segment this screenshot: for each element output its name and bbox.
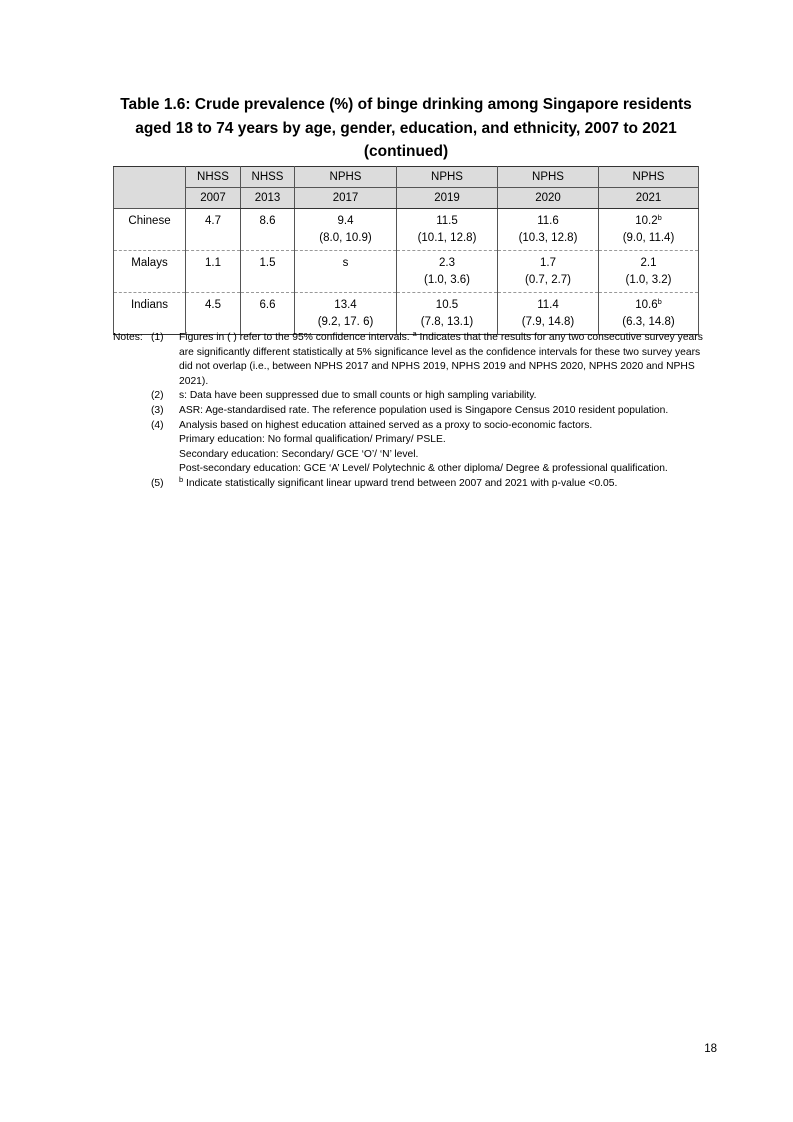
cell-value: 11.4 [537,299,559,311]
note-text-part: Figures in ( ) refer to the 95% confidence intervals. [179,332,413,343]
cell-value: 4.7 [186,209,241,251]
cell-value: 2.3 [439,257,455,269]
cell-value: 9.4 [337,215,354,227]
note-number: (5) [151,477,164,489]
note-number: (3) [151,404,164,416]
note-5 [113,477,703,492]
cell-value: 4.5 [186,293,241,335]
cell-value: 1.7 [540,257,556,269]
note-text [179,419,703,477]
survey-header: NHSS [186,167,241,188]
cell [295,293,397,335]
survey-header: NPHS [498,167,599,188]
cell-value: 2.1 [640,257,657,269]
year-header-row [114,188,699,209]
table-notes [113,331,703,492]
survey-header-row [114,167,699,188]
title-line-2: aged 18 to 74 years by age, gender, education, and ethnicity, 2007 to 2021 [135,119,677,137]
cell-value: 6.6 [241,293,295,335]
cell-value: 11.5 [436,215,458,227]
notes-label: Notes: [113,332,143,343]
confidence-interval: (9.2, 17. 6) [317,316,374,328]
confidence-interval: (10.3, 12.8) [518,232,578,244]
cell [599,251,699,293]
cell-value: 1.1 [186,251,241,293]
trend-superscript: b [657,297,662,306]
cell-value: 1.5 [241,251,295,293]
survey-header: NPHS [599,167,699,188]
table-title [100,93,712,164]
row-label: Indians [114,293,186,335]
note-text-part: Indicate statistically significant linear upward trend between 2007 and 2021 with p-value <0.05. [183,477,618,489]
cell [397,209,498,251]
confidence-interval: (10.1, 12.8) [417,232,477,244]
cell [498,293,599,335]
note-number: (1) [151,332,164,343]
note-text-line: Post-secondary education: GCE ‘A’ Level/ Polytechnic & other diploma/ Degree & professional qualification. [179,463,668,475]
cell [498,251,599,293]
cell-value: 11.6 [537,215,559,227]
cell-value: 13.4 [334,299,357,311]
cell-value: 8.6 [241,209,295,251]
row-label: Malays [114,251,186,293]
confidence-interval: (9.0, 11.4) [622,232,675,244]
year-header: 2013 [241,188,295,209]
page-number: 18 [704,1043,717,1055]
title-line-1: Table 1.6: Crude prevalence (%) of binge drinking among Singapore residents [120,96,692,113]
trend-superscript: b [657,213,662,222]
note-superscript: a [412,329,417,338]
note-1 [113,331,703,389]
note-text-part: Indicates that the results for any two consecutive survey years are significantly different statistically at 5% significance level as the confidence intervals for these two survey years did not overlap (i.e., between NPHS 2017 and NPHS 2019, NPHS 2019 and NPHS 2020, NPHS 2020 and NPHS 2021). [179,332,703,387]
note-superscript: b [179,474,184,484]
year-header: 2007 [186,188,241,209]
confidence-interval: (6.3, 14.8) [622,316,675,328]
confidence-interval: (8.0, 10.9) [319,232,372,244]
cell [295,209,397,251]
confidence-interval: (1.0, 3.2) [625,274,672,286]
note-text-line: Primary education: No formal qualification/ Primary/ PSLE. [179,434,446,446]
table-row-chinese [114,209,699,251]
cell-value: 10.6 [635,299,658,311]
confidence-interval: (0.7, 2.7) [524,274,572,286]
cell [498,209,599,251]
cell [599,209,699,251]
note-4 [113,419,703,477]
row-label: Chinese [114,209,186,251]
note-text-line: Secondary education: Secondary/ GCE ‘O’/ ‘N’ level. [179,448,419,460]
note-2 [113,389,703,404]
year-header: 2020 [498,188,599,209]
cell [295,251,397,293]
binge-drinking-table [113,166,699,335]
table-row-malays [114,251,699,293]
survey-header: NPHS [295,167,397,188]
cell-value: 10.2 [635,215,658,227]
note-text-line: Analysis based on highest education attained served as a proxy to socio-economic factors. [179,419,593,431]
note-number: (4) [151,419,164,431]
year-header: 2021 [599,188,699,209]
survey-header: NHSS [241,167,295,188]
corner-cell [114,167,186,209]
cell-value: 10.5 [435,299,459,311]
note-text: ASR: Age-standardised rate. The reference population used is Singapore Census 2010 resident population. [179,404,669,416]
note-3 [113,404,703,419]
confidence-interval: (7.9, 14.8) [521,316,575,328]
cell [599,293,699,335]
note-number: (2) [151,390,164,402]
note-text [179,331,703,389]
table-row-indians [114,293,699,335]
year-header: 2017 [295,188,397,209]
survey-header: NPHS [397,167,498,188]
confidence-interval: (1.0, 3.6) [423,274,471,286]
note-text: s: Data have been suppressed due to small counts or high sampling variability. [179,390,537,402]
note-text [179,474,703,492]
confidence-interval: (7.8, 13.1) [420,316,474,328]
cell [397,251,498,293]
year-header: 2019 [397,188,498,209]
title-line-3: (continued) [363,143,449,160]
cell-value: s [342,257,349,269]
